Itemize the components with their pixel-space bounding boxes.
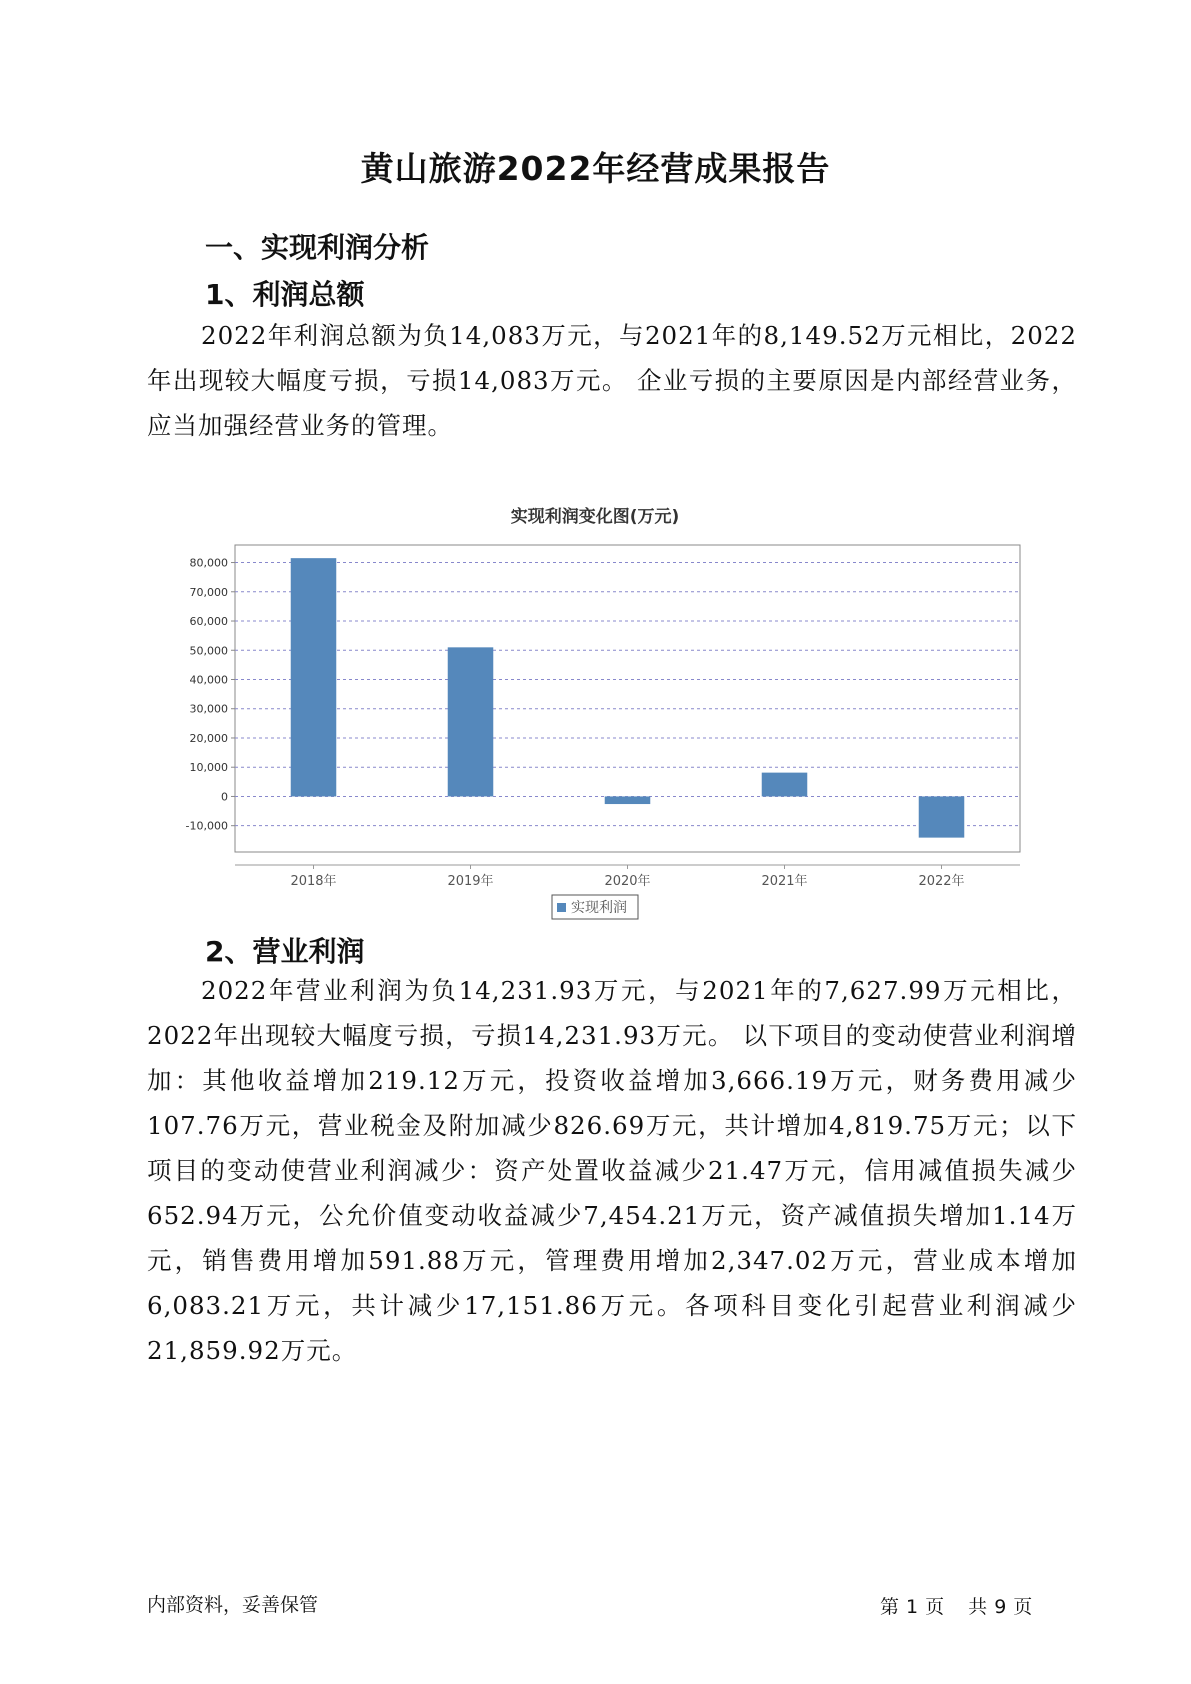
y-tick-label: 0 xyxy=(221,790,228,804)
plot-area xyxy=(235,545,1020,852)
total-pages: 9 xyxy=(994,1596,1008,1618)
footer-confidential-note: 内部资料，妥善保管 xyxy=(147,1594,319,1616)
total-prefix: 共 xyxy=(968,1596,989,1618)
document-title: 黄山旅游2022年经营成果报告 xyxy=(360,149,831,188)
legend xyxy=(552,895,638,919)
x-tick-label: 2020年 xyxy=(604,874,651,889)
bar-2 xyxy=(448,647,494,796)
x-tick-label: 2021年 xyxy=(761,874,808,889)
x-tick-label: 2022年 xyxy=(918,874,965,889)
paragraph-total-profit: 2022年利润总额为负14,083万元，与2021年的8,149.52万元相比，2022年出现较大幅度亏损，亏损14,083万元。 企业亏损的主要原因是内部经营业务，应当加强经营业务的管理。 xyxy=(147,321,1077,440)
bar-5 xyxy=(919,796,965,837)
profit-bar-chart xyxy=(160,497,1030,957)
y-tick-label: -10,000 xyxy=(185,819,228,833)
x-axis-ticks xyxy=(290,865,964,889)
subsection-heading-operating-profit: 2、营业利润 xyxy=(205,935,365,968)
page-prefix: 第 xyxy=(880,1596,901,1618)
paragraph-operating-profit: 2022年营业利润为负14,231.93万元，与2021年的7,627.99万元相比，2022年出现较大幅度亏损，亏损14,231.93万元。 以下项目的变动使营业利润增加：其他收益增加219.12万元，投资收益增加3,666.19万元，财务费用减少107.76万元，营业税金及附加减少826.69万元，共计增加4,819.75万元；以下项目的变动使营业利润减少：资产处置收益减少21.47万元，信用减值损失减少652.94万元，公允价值变动收益减少7,454.21万元，资产减值损失增加1.14万元，销售费用增加591.88万元，管理费用增加2,347.02万元，营业成本增加6,083.21万元，共计减少17,151.86万元。各项科目变化引起营业利润减少21,859.92万元。 xyxy=(147,976,1077,1365)
x-tick-label: 2018年 xyxy=(290,874,337,889)
bar-1 xyxy=(291,558,337,796)
y-tick-label: 20,000 xyxy=(189,731,228,745)
y-tick-label: 30,000 xyxy=(189,702,228,716)
y-tick-label: 60,000 xyxy=(189,615,228,629)
section-heading-profit-analysis: 一、实现利润分析 xyxy=(205,231,430,264)
subsection-heading-total-profit: 1、利润总额 xyxy=(205,278,365,311)
chart-title: 实现利润变化图(万元) xyxy=(510,507,680,527)
x-tick-label: 2019年 xyxy=(447,874,494,889)
y-tick-label: 70,000 xyxy=(189,585,228,599)
y-tick-label: 50,000 xyxy=(189,644,228,658)
page-number: 1 xyxy=(906,1596,920,1618)
total-unit: 页 xyxy=(1013,1596,1034,1618)
y-axis-ticks xyxy=(186,557,235,833)
footer-page-indicator xyxy=(880,1592,1039,1619)
bar-4 xyxy=(762,773,808,797)
y-tick-label: 10,000 xyxy=(189,761,228,775)
profit-chart-svg xyxy=(160,497,1030,957)
bar-3 xyxy=(605,796,651,804)
page-unit: 页 xyxy=(925,1596,946,1618)
y-tick-label: 40,000 xyxy=(189,673,228,687)
legend-swatch xyxy=(557,903,566,912)
y-tick-label: 80,000 xyxy=(189,556,228,570)
legend-label: 实现利润 xyxy=(571,900,627,916)
